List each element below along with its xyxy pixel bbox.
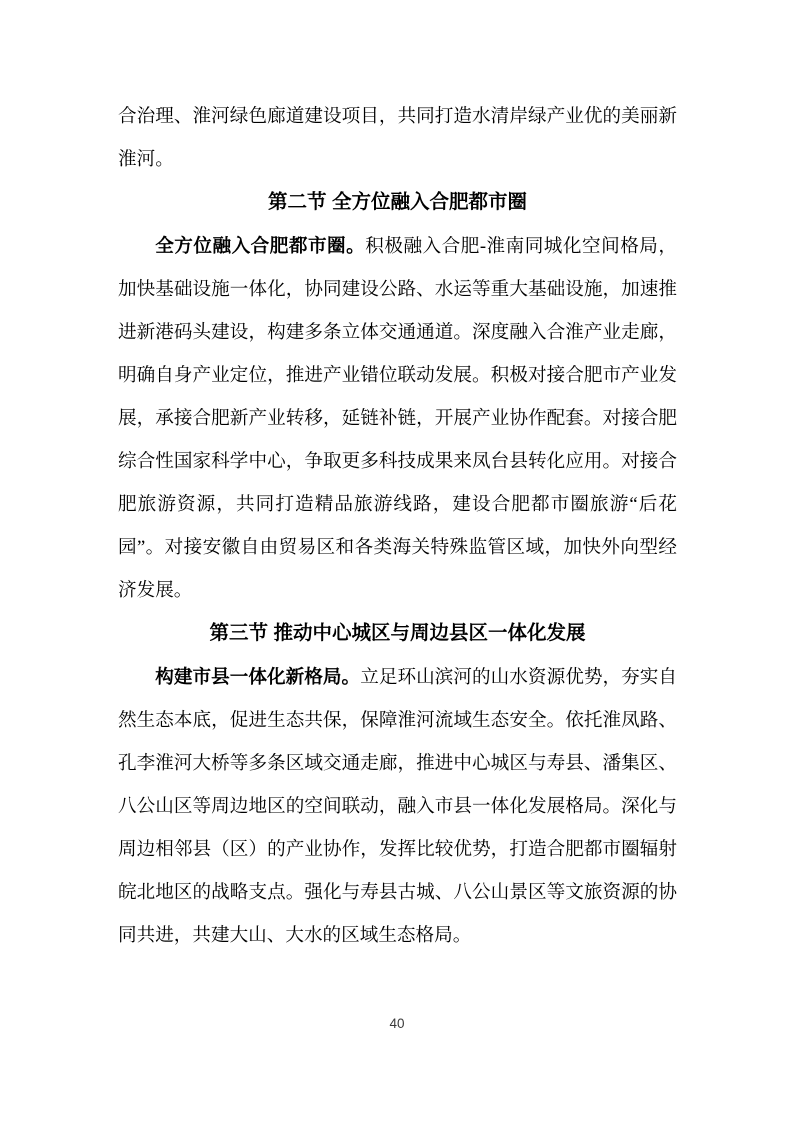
section-3-paragraph xyxy=(118,655,677,957)
section-2-paragraph-lead: 全方位融入合肥都市圈。 xyxy=(155,235,366,256)
section-3-heading: 第三节 推动中心城区与周边县区一体化发展 xyxy=(209,622,586,644)
section-2-heading: 第二节 全方位融入合肥都市圈 xyxy=(268,191,527,213)
section-3-paragraph-body: 立足环山滨河的山水资源优势，夯实自然生态本底，促进生态共保，保障淮河流域生态安全。依托淮凤路、孔李淮河大桥等多条区域交通走廊，推进中心城区与寿县、潘集区、八公山区等周边地区的空间联动，融入市县一体化发展格局。深化与周边相邻县（区）的产业协作，发挥比较优势，打造合肥都市圈辐射皖北地区的战略支点。强化与寿县古城、八公山景区等文旅资源的协同共进，共建大山、大水的区域生态格局。 xyxy=(118,667,677,946)
section-2-paragraph xyxy=(118,224,677,612)
section-2-paragraph-body: 积极融入合肥-淮南同城化空间格局，加快基础设施一体化，协同建设公路、水运等重大基础设施，加速推进新港码头建设，构建多条立体交通通道。深度融入合淮产业走廊，明确自身产业定位，推进产业错位联动发展。积极对接合肥市产业发展，承接合肥新产业转移，延链补链，开展产业协作配套。对接合肥综合性国家科学中心，争取更多科技成果来凤台县转化应用。对接合肥旅游资源，共同打造精品旅游线路，建设合肥都市圈旅游“后花园”。对接安徽自由贸易区和各类海关特殊监管区域，加快外向型经济发展。 xyxy=(118,236,677,601)
page-content xyxy=(118,95,677,957)
paragraph-continuation: 合治理、淮河绿色廊道建设项目，共同打造水清岸绿产业优的美丽新淮河。 xyxy=(118,106,677,170)
section-3-paragraph-lead: 构建市县一体化新格局。 xyxy=(155,666,361,687)
page-number: 40 xyxy=(389,1016,405,1031)
